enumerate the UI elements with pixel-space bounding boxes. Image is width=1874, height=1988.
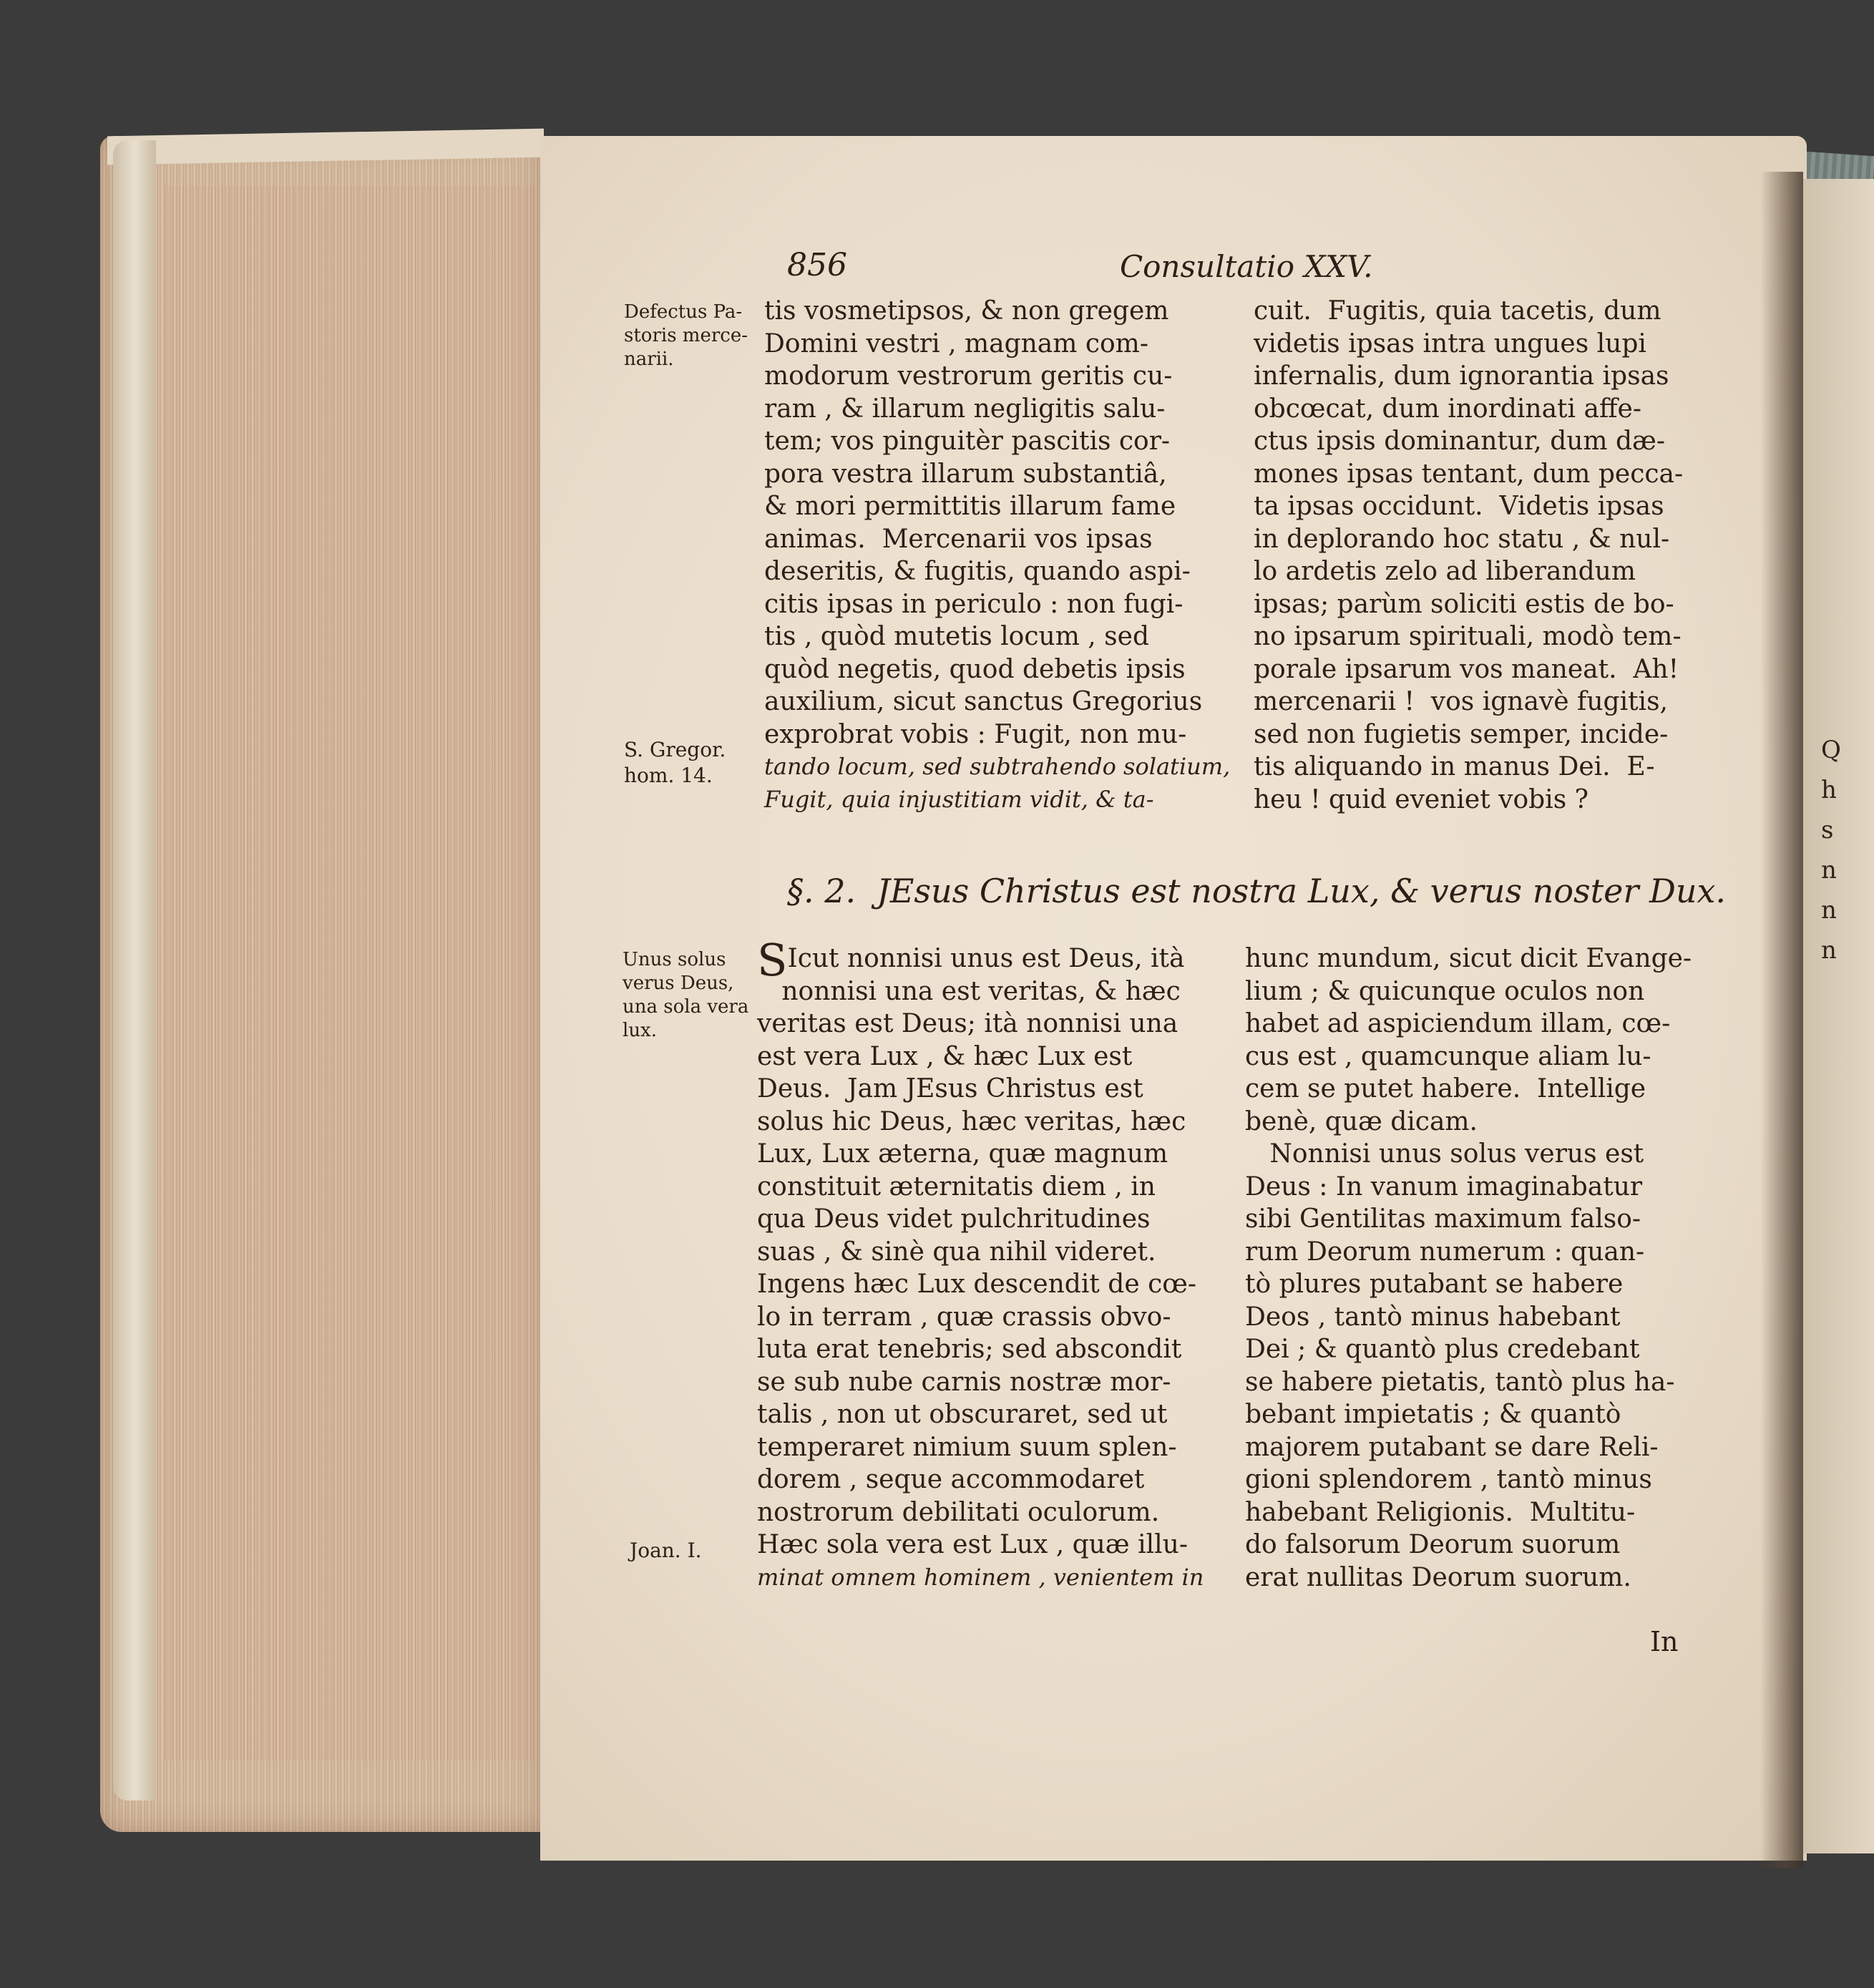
margin-note-gregor: S. Gregor. hom. 14. <box>624 738 726 787</box>
text-line: habebant Religionis. Multitu- <box>1245 1497 1636 1527</box>
fragment: n <box>1821 936 1837 965</box>
text-line: deseritis, & fugitis, quando aspi- <box>764 557 1191 586</box>
text-line: Nonnisi unus solus verus est <box>1245 1139 1644 1169</box>
text-line-italic: Fugit, quia injustitiam vidit, & ta- <box>764 785 1154 813</box>
text-line: & mori permittitis illarum fame <box>764 492 1176 521</box>
text-line-italic: tando locum, sed subtrahendo solatium, <box>764 753 1231 780</box>
text-line: talis , non ut obscuraret, sed ut <box>757 1400 1168 1429</box>
text-line: Domini vestri , magnam com- <box>764 328 1148 359</box>
text-line: tis aliquando in manus Dei. E- <box>1254 752 1655 781</box>
text-line: qua Deus videt pulchritudines <box>757 1204 1151 1234</box>
text-line: Deus : In vanum imaginabatur <box>1245 1171 1643 1202</box>
book-cover-edge <box>113 140 156 1801</box>
text-line: do falsorum Deorum suorum <box>1245 1530 1621 1559</box>
text-line: Dei ; & quantò plus credebant <box>1245 1335 1640 1364</box>
facing-page-edge <box>1803 179 1874 1853</box>
text-line: obcœcat, dum inordinati affe- <box>1254 394 1641 424</box>
text-line: Ingens hæc Lux descendit de cœ- <box>757 1270 1196 1299</box>
text-line: porale ipsarum vos maneat. Ah! <box>1254 654 1679 684</box>
text-line: Icut nonnisi unus est Deus, ità <box>787 944 1185 973</box>
text-line: citis ipsas in periculo : non fugi- <box>764 589 1184 619</box>
text-line: ta ipsas occidunt. Videtis ipsas <box>1254 492 1664 521</box>
margin-note-defectus: Defectus Pa- storis merce- narii. <box>624 301 748 370</box>
text-line: tis , quòd mutetis locum , sed <box>764 622 1149 651</box>
text-column-lower-left <box>757 934 1204 1594</box>
text-column-lower-right <box>1245 942 1692 1594</box>
text-column-upper-right <box>1254 295 1683 816</box>
text-line: tis vosmetipsos, & non gregem <box>764 296 1169 326</box>
page-gutter <box>1760 172 1803 1868</box>
text-line: habet ad aspiciendum illam, cœ- <box>1245 1009 1671 1038</box>
text-line: Deos , tantò minus habebant <box>1245 1302 1621 1332</box>
text-line: dorem , seque accommodaret <box>757 1465 1145 1494</box>
text-line: lium ; & quicunque oculos non <box>1245 976 1645 1006</box>
text-line: auxilium, sicut sanctus Gregorius <box>764 687 1203 716</box>
text-line: modorum vestrorum geritis cu- <box>764 361 1173 391</box>
text-line: Hæc sola vera est Lux , quæ illu- <box>757 1530 1188 1559</box>
text-line: no ipsarum spirituali, modò tem- <box>1254 622 1682 651</box>
text-line: sibi Gentilitas maximum falso- <box>1245 1204 1641 1234</box>
fragment: h <box>1821 776 1837 804</box>
fragment: Q <box>1821 736 1841 764</box>
text-line: tò plures putabant se habere <box>1245 1270 1624 1299</box>
text-line: majorem putabant se dare Reli- <box>1245 1432 1659 1462</box>
margin-note-joan: Joan. I. <box>630 1539 702 1562</box>
text-line: se habere pietatis, tantò plus ha- <box>1245 1367 1675 1397</box>
text-line: animas. Mercenarii vos ipsas <box>764 524 1153 554</box>
text-line: sed non fugietis semper, incide- <box>1254 719 1669 749</box>
text-line: mercenarii ! vos ignavè fugitis, <box>1254 687 1668 716</box>
page-number: 856 <box>787 247 847 283</box>
text-line: Lux, Lux æterna, quæ magnum <box>757 1139 1168 1169</box>
text-line: suas , & sinè qua nihil videret. <box>757 1237 1156 1267</box>
text-line: lo in terram , quæ crassis obvo- <box>757 1302 1171 1332</box>
text-line: benè, quæ dicam. <box>1245 1106 1478 1136</box>
text-line: veritas est Deus; ità nonnisi una <box>757 1009 1178 1038</box>
text-line: nonnisi una est veritas, & hæc <box>757 976 1181 1006</box>
text-line: ctus ipsis dominantur, dum dæ- <box>1254 427 1666 456</box>
text-line: bebant impietatis ; & quantò <box>1245 1400 1621 1429</box>
text-line: ram , & illarum negligitis salu- <box>764 394 1166 424</box>
text-line: solus hic Deus, hæc veritas, hæc <box>757 1106 1186 1136</box>
text-column-upper-left <box>764 295 1230 816</box>
text-line: mones ipsas tentant, dum pecca- <box>1254 459 1684 489</box>
text-line: cuit. Fugitis, quia tacetis, dum <box>1254 296 1661 326</box>
text-line: lo ardetis zelo ad liberandum <box>1254 557 1636 586</box>
text-line: exprobrat vobis : Fugit, non mu- <box>764 719 1187 749</box>
fragment: n <box>1821 896 1837 925</box>
text-line: heu ! quid eveniet vobis ? <box>1254 784 1588 814</box>
text-line: pora vestra illarum substantiâ, <box>764 459 1167 489</box>
text-line: gioni splendorem , tantò minus <box>1245 1465 1652 1494</box>
facing-page-fragments <box>1821 730 1874 970</box>
text-line: constituit æternitatis diem , in <box>757 1171 1156 1202</box>
text-line: quòd negetis, quod debetis ipsis <box>764 654 1186 684</box>
closed-page-block <box>100 136 544 1832</box>
text-line: videtis ipsas intra ungues lupi <box>1254 328 1646 359</box>
text-line: in deplorando hoc statu , & nul- <box>1254 524 1670 554</box>
fragment: n <box>1821 856 1837 885</box>
margin-note-unus-deus: Unus solus verus Deus, una sola vera lux. <box>623 949 749 1041</box>
text-line: ipsas; parùm soliciti estis de bo- <box>1254 589 1674 619</box>
text-line: rum Deorum numerum : quan- <box>1245 1237 1645 1267</box>
drop-cap: S <box>757 934 788 986</box>
running-title: Consultatio XXV. <box>1120 249 1373 284</box>
text-line: luta erat tenebris; sed abscondit <box>757 1335 1182 1364</box>
fragment: s <box>1821 816 1834 844</box>
text-line: temperaret nimium suum splen- <box>757 1432 1177 1462</box>
text-line: hunc mundum, sicut dicit Evange- <box>1245 944 1692 973</box>
text-line: cem se putet habere. Intellige <box>1245 1074 1646 1103</box>
text-line: erat nullitas Deorum suorum. <box>1245 1562 1631 1592</box>
text-line: infernalis, dum ignorantia ipsas <box>1254 361 1669 391</box>
text-line: se sub nube carnis nostræ mor- <box>757 1367 1171 1397</box>
text-line: cus est , quamcunque aliam lu- <box>1245 1041 1651 1071</box>
text-line: tem; vos pinguitèr pascitis cor- <box>764 427 1171 456</box>
text-line: est vera Lux , & hæc Lux est <box>757 1041 1133 1071</box>
catchword: In <box>1650 1626 1679 1657</box>
text-line: Deus. Jam JEsus Christus est <box>757 1074 1143 1103</box>
text-line: nostrorum debilitati oculorum. <box>757 1497 1160 1527</box>
text-line-italic: minat omnem hominem , venientem in <box>757 1563 1204 1591</box>
section-heading: §. 2. JEsus Christus est nostra Lux, & verus noster Dux. <box>787 872 1727 910</box>
